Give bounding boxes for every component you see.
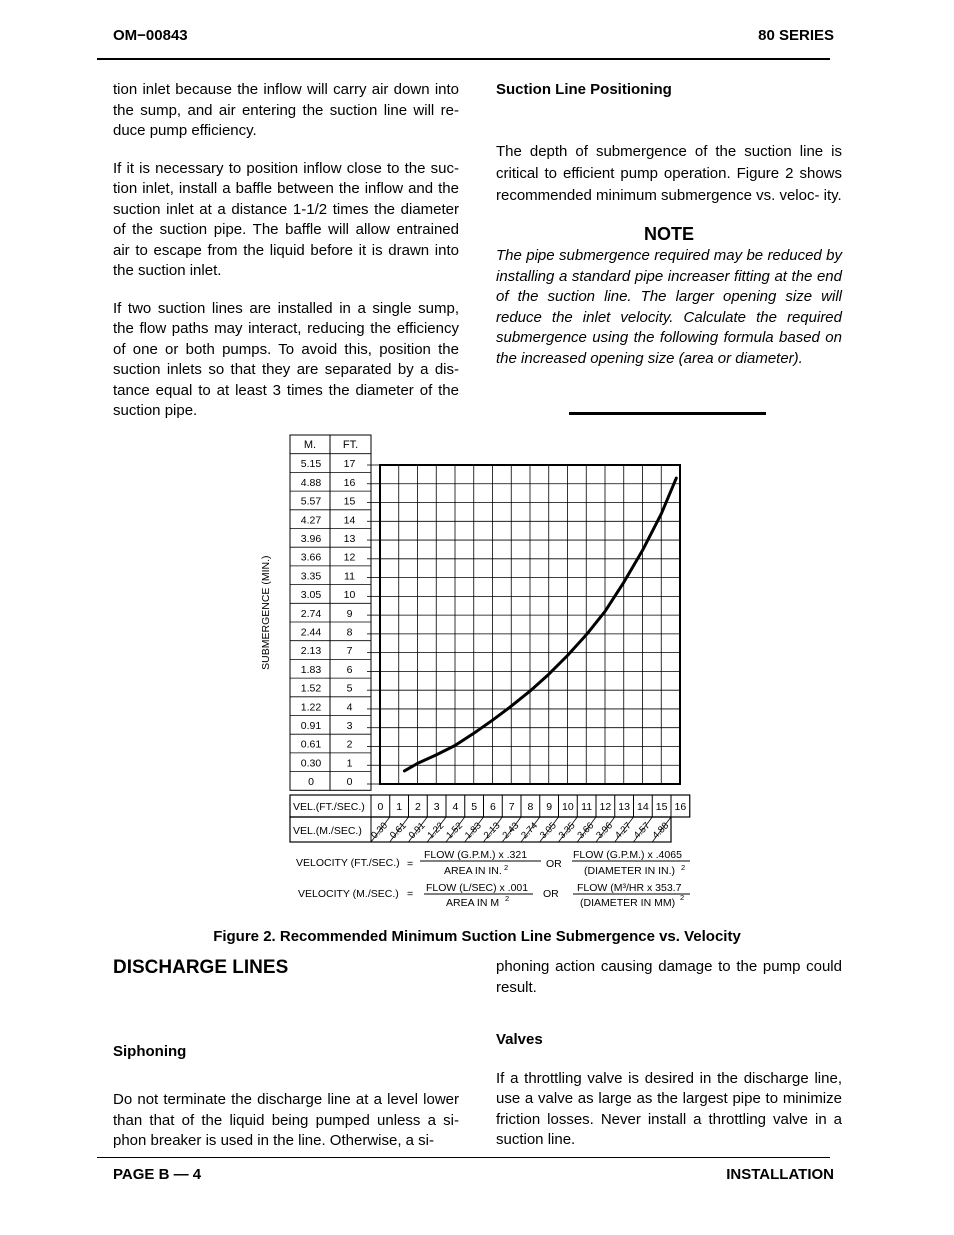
formula-m-label: VELOCITY (M./SEC.) — [298, 888, 399, 900]
y-tick-m: 1.83 — [300, 663, 322, 676]
y-tick-m: 3.96 — [300, 533, 322, 545]
y-tick-m: 2.13 — [300, 645, 322, 658]
y-tick-ft: 11 — [344, 570, 355, 583]
formula-m-equals: = — [407, 888, 414, 900]
vel-ft-tick: 1 — [396, 801, 403, 813]
formula-superscript: 2 — [505, 894, 510, 903]
vel-m-tick: 3.96 — [594, 820, 616, 842]
vel-ft-tick: 13 — [618, 801, 630, 813]
y-tick-ft: 9 — [346, 607, 353, 620]
y-tick-ft: 8 — [346, 626, 353, 639]
paragraph: If two suction lines are installed in a single sump, the flow paths may interact, reducing the efficiency of one or both pumps. To avoid this, position the suction inlets so that they are separated by a dis- tance equal to at least 3 times the diameter of the suction pipe. — [113, 299, 459, 419]
formula-ft-or: OR — [546, 858, 562, 870]
y-tick-m: 3.35 — [300, 570, 322, 583]
y-header-ft: FT. — [342, 439, 359, 451]
vel-m-label: VEL.(M./SEC.) — [293, 825, 362, 837]
y-tick-m: 1.52 — [300, 682, 322, 695]
formula-ft-numerator-1: FLOW (G.P.M.) x .321 — [424, 849, 528, 861]
formula-ft-denominator-1: AREA IN IN. — [444, 865, 502, 877]
y-tick-m: 0.30 — [300, 757, 322, 770]
paragraph: Do not terminate the discharge line at a level lower than that of the liquid being pumped unless a si- phon breaker is used in the line. Otherwise, a si- — [113, 1091, 459, 1149]
y-tick-m: 2.44 — [300, 626, 322, 639]
paragraph: The depth of submergence of the suction line is critical to efficient pump operation. Figure 2 shows recommended minimum submergence vs. veloc- ity. — [496, 142, 842, 204]
y-axis-label: SUBMERGENCE (MIN.) — [260, 555, 272, 670]
note-title: NOTE — [643, 223, 694, 244]
vel-m-tick: 2.13 — [481, 820, 503, 842]
y-tick-ft: 0 — [346, 776, 353, 789]
vel-m-tick: 0.91 — [406, 820, 428, 842]
vel-ft-tick: 10 — [562, 801, 574, 813]
vel-ft-tick: 7 — [508, 801, 515, 813]
vel-m-tick: 0.61 — [387, 820, 409, 842]
siphoning-heading: Siphoning — [113, 1043, 187, 1060]
vel-m-tick: 3.66 — [575, 820, 597, 842]
y-tick-m: 3.66 — [300, 551, 322, 564]
y-tick-ft: 5 — [346, 682, 353, 695]
vel-m-tick: 2.43 — [500, 820, 522, 842]
vel-ft-tick: 11 — [581, 801, 593, 813]
vel-m-tick: 4.57 — [631, 820, 653, 842]
paragraph: tion inlet because the inflow will carry air down into the sump, and air entering the suction line will re- duce pump efficiency. — [113, 81, 459, 139]
vel-m-tick: 2.74 — [519, 820, 541, 842]
formula-ft-denominator-2: (DIAMETER IN IN.) — [584, 865, 675, 877]
y-tick-ft: 15 — [343, 495, 356, 508]
paragraph: phoning action causing damage to the pump could result. — [496, 958, 842, 996]
y-tick-ft: 7 — [346, 645, 353, 658]
page-number: PAGE B — 4 — [113, 1166, 202, 1183]
y-tick-ft: 17 — [343, 458, 356, 471]
paragraph: If a throttling valve is desired in the discharge line, use a valve as large as the largest pipe to minimize friction losses. Never install a throttling valve in a suction line. — [496, 1069, 842, 1148]
y-tick-m: 1.22 — [300, 701, 322, 714]
vel-m-tick: 1.22 — [425, 820, 447, 842]
formula-m-or: OR — [543, 888, 559, 900]
formula-m-denominator-2: (DIAMETER IN MM) — [580, 897, 676, 909]
y-tick-ft: 2 — [346, 738, 353, 751]
formula-ft-equals: = — [407, 858, 414, 870]
vel-ft-tick: 12 — [599, 801, 612, 813]
vel-ft-tick: 15 — [655, 801, 668, 813]
y-tick-ft: 3 — [346, 720, 353, 732]
y-tick-m: 2.74 — [300, 607, 322, 620]
vel-m-tick: 0.30 — [369, 820, 391, 842]
submergence-curve — [404, 478, 676, 771]
vel-ft-tick: 9 — [546, 801, 553, 813]
vel-ft-label: VEL.(FT./SEC.) — [293, 801, 365, 813]
vel-m-tick: 3.35 — [556, 820, 578, 842]
discharge-title: DISCHARGE LINES — [113, 957, 289, 978]
formula-superscript: 2 — [680, 893, 685, 902]
y-tick-m: 0.61 — [300, 738, 322, 751]
vel-ft-tick: 2 — [414, 801, 421, 813]
y-tick-ft: 14 — [343, 514, 356, 527]
y-tick-m: 5.57 — [300, 495, 322, 508]
note-text: The pipe submergence required may be reduced by installing a standard pipe increaser fitting at the end of the suction line. The larger opening size will reduce the inlet velocity. Calculate the required submergence using the following formula based on the increased opening size (area or diameter). — [496, 247, 842, 367]
paragraph: If it is necessary to position inflow close to the suc- tion inlet, install a baffle between the inflow and the suction inlet at a distance 1-1/2 times the diameter of the suction pipe. The baffle will allow entrained air to escape from the liquid before it is drawn into the suction inlet. — [113, 159, 459, 279]
formula-ft-label: VELOCITY (FT./SEC.) — [296, 857, 400, 869]
section-label: INSTALLATION — [726, 1166, 834, 1183]
vel-m-tick: 4.88 — [650, 820, 672, 842]
vel-ft-tick: 5 — [471, 801, 478, 813]
formula-superscript: 2 — [681, 863, 686, 872]
footer-rule — [97, 1157, 830, 1158]
y-tick-ft: 13 — [343, 533, 356, 545]
doc-number: OM−00843 — [113, 27, 188, 44]
y-tick-ft: 6 — [346, 663, 353, 676]
y-tick-ft: 4 — [346, 701, 353, 714]
vel-m-tick: 1.52 — [444, 820, 466, 842]
right-column-bottom — [496, 957, 842, 1151]
formula-superscript: 2 — [504, 863, 509, 872]
y-tick-ft: 16 — [343, 476, 356, 489]
formula-ft-numerator-2: FLOW (G.P.M.) x .4065 — [573, 849, 682, 861]
y-tick-m: 0 — [308, 776, 314, 789]
valves-heading: Valves — [496, 1031, 543, 1048]
y-tick-m: 3.05 — [300, 589, 322, 602]
vel-m-tick: 4.27 — [612, 820, 634, 842]
series-label: 80 SERIES — [758, 27, 834, 44]
formula-m-denominator-1: AREA IN M — [446, 897, 500, 909]
vel-ft-tick: 4 — [452, 801, 459, 813]
y-header-m: M. — [303, 439, 317, 451]
figure-caption: Figure 2. Recommended Minimum Suction Line Submergence vs. Velocity — [213, 928, 741, 945]
vel-ft-tick: 6 — [489, 801, 496, 813]
vel-ft-tick: 8 — [527, 801, 534, 813]
y-tick-ft: 1 — [346, 757, 353, 770]
y-tick-ft: 10 — [343, 589, 356, 602]
vel-m-tick: 1.83 — [462, 820, 484, 842]
y-tick-m: 0.91 — [300, 720, 322, 732]
vel-ft-tick: 16 — [674, 801, 687, 813]
vel-m-tick: 3.05 — [537, 820, 559, 842]
y-tick-m: 4.27 — [300, 514, 322, 527]
formula-m-numerator-1: FLOW (L/SEC) x .001 — [426, 882, 529, 894]
y-tick-ft: 12 — [343, 551, 356, 564]
vel-ft-tick: 14 — [637, 801, 649, 813]
formula-m-numerator-2: FLOW (M³/HR x 353.7 — [577, 882, 682, 894]
y-tick-m: 5.15 — [300, 458, 322, 471]
y-tick-m: 4.88 — [300, 476, 322, 489]
section-heading: Suction Line Positioning — [496, 81, 672, 98]
vel-ft-tick: 0 — [377, 801, 384, 813]
vel-ft-tick: 3 — [433, 801, 440, 813]
siphoning-text — [113, 1090, 459, 1152]
